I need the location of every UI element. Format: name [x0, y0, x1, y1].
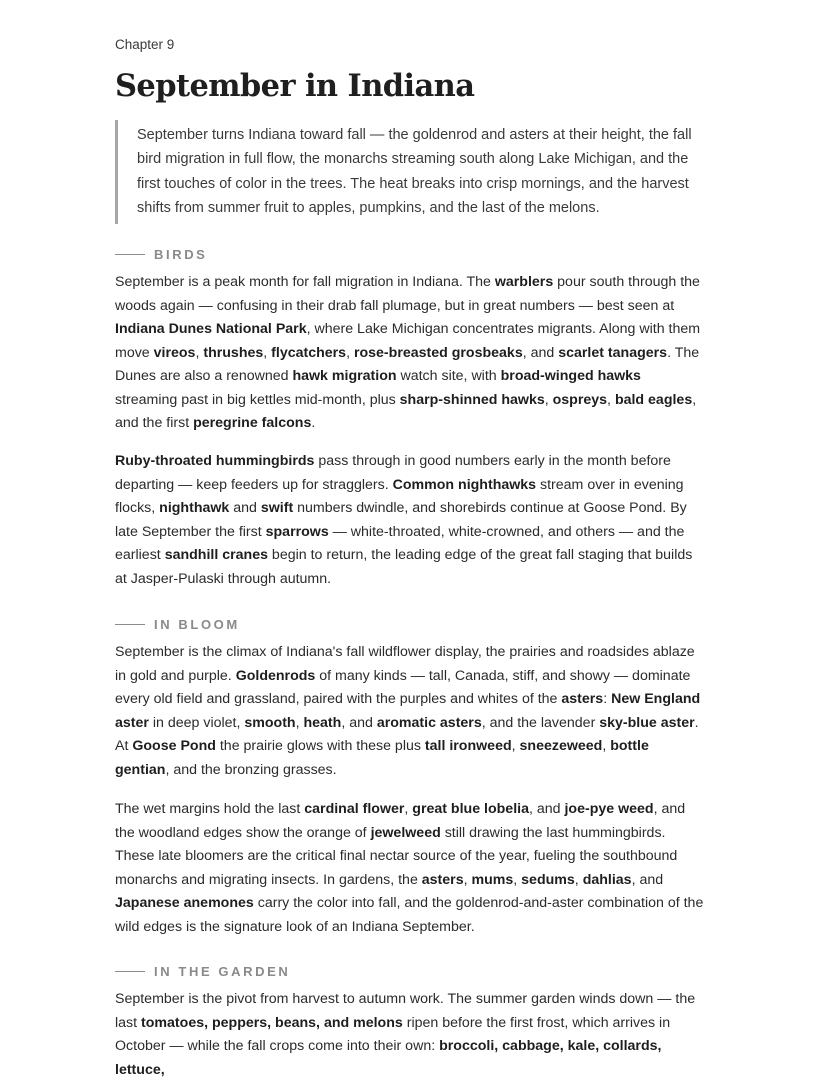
- bold-term: New England aster: [115, 691, 701, 731]
- heading-rule: [115, 624, 145, 625]
- bold-term: great blue lobelia: [412, 801, 529, 817]
- bold-term: bottle gentian: [115, 738, 649, 778]
- heading-rule: [115, 254, 145, 255]
- bold-term: jewelweed: [370, 824, 441, 841]
- bold-term: Japanese anemones: [115, 895, 254, 911]
- bold-term: Indiana Dunes National Park: [115, 321, 307, 337]
- bold-term: swift: [260, 500, 294, 516]
- section-heading-label: IN THE GARDEN: [154, 964, 291, 979]
- bold-term: Common nighthawks: [392, 476, 537, 493]
- bold-term: sparrows: [265, 523, 329, 540]
- bold-term: cardinal flower: [304, 801, 405, 817]
- bold-term: mums: [471, 871, 514, 888]
- page-title: September in Indiana: [115, 68, 475, 104]
- bold-term: hawk migration: [292, 368, 397, 384]
- bold-term: Goldenrods: [235, 667, 316, 684]
- section-heading-label: IN BLOOM: [154, 617, 240, 632]
- bold-term: flycatchers: [271, 344, 347, 361]
- bold-term: peregrine falcons: [193, 415, 312, 431]
- bold-term: Goose Pond: [132, 738, 216, 754]
- paragraph: Ruby-throated hummingbirds pass through in good numbers early in the month before departing — keep feeders up for stragglers. Common nighthawks stream over in evening flocks, nighthawk and swift numbers dwindle, and shorebirds continue at Goose Pond. By late September the first sparrows — white-throated, white-crowned, and others — and the earliest sandhill cranes begin to return, the leading edge of the great fall staging that builds at Jasper-Pulaski through autumn.: [115, 453, 693, 587]
- bold-term: tomatoes, peppers, beans, and melons: [141, 1014, 403, 1031]
- bold-term: dahlias: [582, 871, 632, 888]
- bold-term: scarlet tanagers: [558, 344, 668, 361]
- bold-term: smooth: [244, 714, 296, 731]
- bold-term: broad-winged hawks: [500, 368, 641, 384]
- bold-term: heath: [303, 714, 342, 731]
- bold-term: sedums: [521, 871, 575, 888]
- section-heading-in-bloom: [115, 617, 240, 632]
- bold-term: sneezeweed: [519, 738, 603, 754]
- bold-term: nighthawk: [159, 500, 230, 516]
- chapter-label: Chapter 9: [115, 37, 175, 52]
- bold-term: sandhill cranes: [164, 547, 268, 563]
- bold-term: tall ironweed: [424, 738, 512, 754]
- bold-term: bald eagles: [614, 391, 693, 408]
- bold-term: joe-pye weed: [564, 801, 654, 817]
- intro-blockquote: September turns Indiana toward fall — the goldenrod and asters at their height, the fall bird migration in full flow, the monarchs streaming south along Lake Michigan, and the first touches of color in the trees. The heat breaks into crisp mornings, and the harvest shifts from summer fruit to apples, pumpkins, and the last of the melons.: [115, 120, 705, 224]
- bold-term: Ruby-throated hummingbirds: [115, 453, 315, 469]
- bold-term: broccoli, cabbage, kale, collards, lettuce,: [115, 1038, 662, 1078]
- bold-term: sky-blue aster: [599, 714, 695, 731]
- heading-rule: [115, 971, 145, 972]
- section-heading-label: BIRDS: [154, 247, 208, 262]
- section-heading-in-the-garden: [115, 964, 290, 979]
- bold-term: asters: [421, 871, 464, 888]
- bold-term: asters: [561, 691, 604, 707]
- bold-term: warblers: [494, 274, 554, 290]
- bold-term: sharp-shinned hawks: [399, 391, 545, 408]
- paragraph: September is the climax of Indiana's fall wildflower display, the prairies and roadsides ablaze in gold and purple. Goldenrods of many kinds — tall, Canada, stiff, and showy — dominate every old field and grassland, paired with the purples and whites of the asters: New England aster in deep violet, smooth, heath, and aromatic asters, and the lavender sky-blue aster. At Goose Pond the prairie glows with these plus tall ironweed, sneezeweed, bottle gentian, and the bronzing grasses.: [115, 644, 701, 778]
- bold-term: vireos: [153, 344, 196, 361]
- bold-term: thrushes: [203, 344, 264, 361]
- paragraph: September is the pivot from harvest to autumn work. The summer garden winds down — the last tomatoes, peppers, beans, and melons ripen before the first frost, which arrives in October — while the fall crops come into their own: broccoli, cabbage, kale, collards, lettuce,: [115, 991, 696, 1078]
- bold-term: rose-breasted grosbeaks: [353, 344, 523, 361]
- bold-term: aromatic asters: [376, 714, 482, 731]
- bold-term: ospreys: [552, 391, 608, 408]
- section-heading-birds: [115, 247, 207, 262]
- paragraph: September is a peak month for fall migration in Indiana. The warblers pour south through the woods again — confusing in their drab fall plumage, but in great numbers — best seen at Indiana Dunes National Park, where Lake Michigan concentrates migrants. Along with them move vireos, thrushes, flycatchers, rose-breasted grosbeaks, and scarlet tanagers. The Dunes are also a renowned hawk migration watch site, with broad-winged hawks streaming past in big kettles mid-month, plus sharp-shinned hawks, ospreys, bald eagles, and the first peregrine falcons.: [115, 274, 701, 431]
- paragraph: The wet margins hold the last cardinal flower, great blue lobelia, and joe-pye weed, and the woodland edges show the orange of jewelweed still drawing the last hummingbirds. These late bloomers are the critical final nectar source of the year, fueling the southbound monarchs and migrating insects. In gardens, the asters, mums, sedums, dahlias, and Japanese anemones carry the color into fall, and the goldenrod-and-aster combination of the wild edges is the signature look of an Indiana September.: [115, 801, 704, 935]
